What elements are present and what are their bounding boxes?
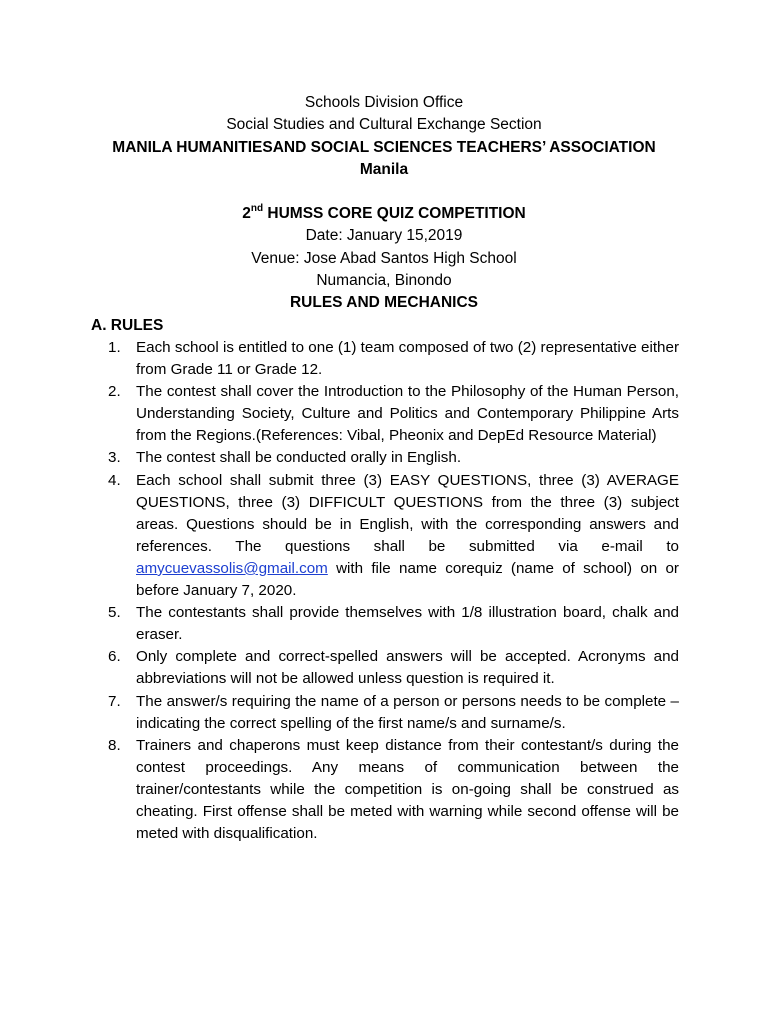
list-item [108, 381, 679, 447]
item-text: The contestants shall provide themselves with 1/8 illustration board, chalk and eraser. [136, 604, 679, 644]
item-text: The answer/s requiring the name of a person or persons needs to be complete – indicating the correct spelling of the first name/s and surname/s. [136, 692, 679, 732]
rules-heading: RULES AND MECHANICS [289, 294, 478, 312]
office-name: Schools Division Office [304, 94, 464, 111]
item-number: 4. [108, 471, 121, 489]
association-name: MANILA HUMANITIESAND SOCIAL SCIENCES TEACHERS’ ASSOCIATION [112, 138, 656, 156]
competition-title [0, 203, 768, 225]
competition-ordinal-suffix: nd [250, 203, 264, 215]
list-item [108, 470, 679, 603]
competition-venue: Venue: Jose Abad Santos High School [251, 249, 517, 267]
competition-date: Date: January 15,2019 [305, 227, 463, 245]
section-name: Social Studies and Cultural Exchange Section [226, 116, 542, 134]
item-number: 8. [108, 736, 121, 754]
list-item [108, 337, 679, 381]
list-item [108, 447, 679, 469]
rules-list [108, 337, 679, 845]
email-link[interactable]: amycuevassolis@gmail.com [136, 559, 328, 577]
item-text: The contest shall cover the Introduction to the Philosophy of the Human Person, Understanding Society, Culture and Politics and Contemporary Philippine Arts from the Regions.(References: Vibal, Pheonix and DepEd Resource Material) [136, 383, 679, 445]
item-number: 3. [108, 449, 121, 467]
list-item [108, 602, 679, 646]
competition-name: HUMSS CORE QUIZ COMPETITION [263, 205, 526, 223]
item-number: 1. [108, 339, 121, 356]
list-item [108, 691, 679, 735]
item-text: The contest shall be conducted orally in English. [136, 449, 462, 467]
city-name: Manila [359, 160, 409, 178]
item-number: 2. [108, 383, 121, 401]
header-spacer [0, 181, 768, 203]
section-a-title: A. RULES [91, 317, 164, 334]
venue-location: Numancia, Binondo [316, 272, 452, 290]
item-text: Each school is entitled to one (1) team composed of two (2) representative either from Grade 11 or Grade 12. [136, 339, 679, 379]
item-text: Only complete and correct-spelled answers will be accepted. Acronyms and abbreviations will not be allowed unless question is required it. [136, 648, 679, 688]
item-text-before-email: Each school shall submit three (3) EASY QUESTIONS, three (3) AVERAGE QUESTIONS, three (3) DIFFICULT QUESTIONS from the three (3) subject areas. Questions should be in English, with the corresponding answers and references. The questions shall be submitted via e-mail to [136, 471, 679, 555]
item-text: Trainers and chaperons must keep distance from their contestant/s during the contest proceedings. Any means of communication between the trainer/contestants while the competition is on-going shall be construed as cheating. First offense shall be meted with warning while second offense will be meted with disqualification. [136, 736, 679, 843]
item-number: 6. [108, 648, 121, 666]
competition-ordinal: 2 [242, 205, 251, 223]
list-item [108, 646, 679, 690]
item-number: 5. [108, 604, 121, 622]
item-number: 7. [108, 692, 121, 710]
document-header [0, 92, 768, 315]
list-item [108, 735, 679, 845]
item-text-after-email: with file name corequiz (name of school) on or before January 7, 2020. [136, 559, 679, 600]
